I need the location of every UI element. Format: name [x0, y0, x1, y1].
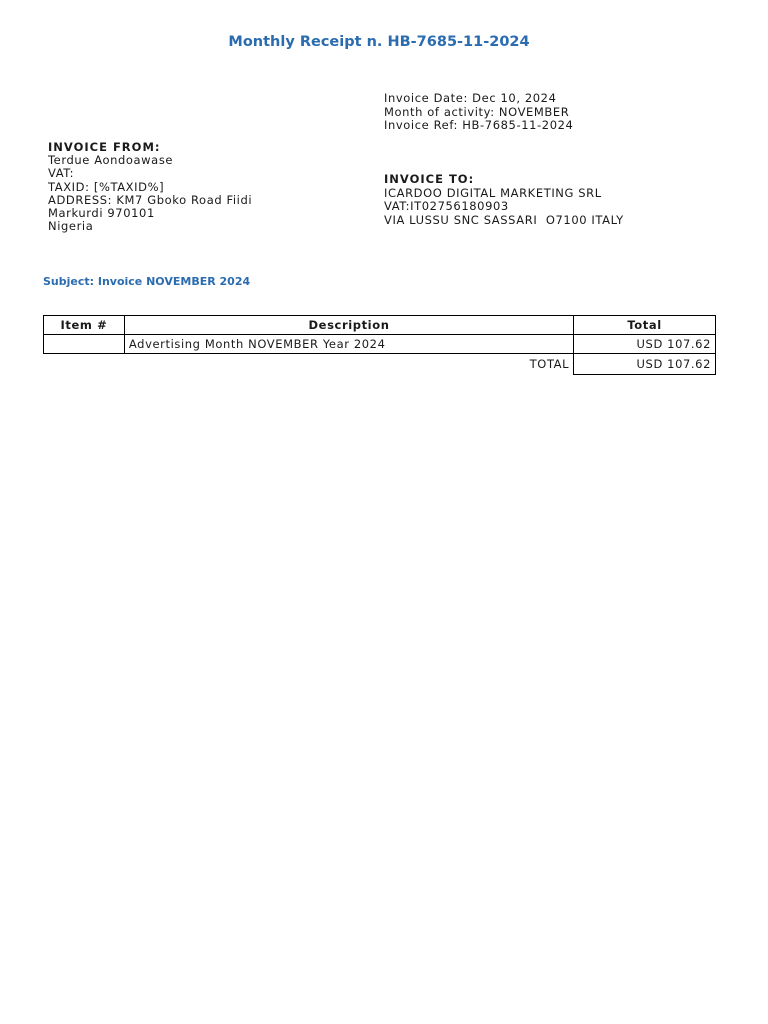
- item-number-cell: [44, 335, 125, 354]
- column-header-item: Item #: [44, 316, 125, 335]
- table-row: [44, 335, 716, 354]
- receipt-title: Monthly Receipt n. HB-7685-11-2024: [228, 34, 530, 50]
- sender-taxid: TAXID: [%TAXID%]: [48, 179, 165, 194]
- line-total-cell: USD 107.62: [574, 335, 716, 354]
- grand-total-row: [44, 354, 716, 375]
- invoice-from-block: [48, 141, 252, 233]
- activity-month: Month of activity: NOVEMBER: [384, 104, 570, 119]
- invoice-date: Invoice Date: Dec 10, 2024: [384, 91, 557, 105]
- invoice-subject: Subject: Invoice NOVEMBER 2024: [43, 275, 251, 288]
- invoice-ref: Invoice Ref: HB-7685-11-2024: [384, 118, 574, 132]
- column-header-description: Description: [124, 316, 573, 335]
- column-header-total: Total: [574, 316, 716, 335]
- empty-cell: [44, 354, 125, 375]
- recipient-address: VIA LUSSU SNC SASSARI O7100 ITALY: [384, 212, 624, 227]
- invoice-to-heading: INVOICE TO:: [384, 172, 475, 186]
- grand-total-value: USD 107.62: [574, 354, 716, 375]
- recipient-name: ICARDOO DIGITAL MARKETING SRL: [384, 185, 602, 200]
- invoice-meta: [384, 92, 573, 133]
- invoice-from-heading: INVOICE FROM:: [48, 140, 161, 154]
- sender-country: Nigeria: [48, 219, 94, 234]
- recipient-vat: VAT:IT02756180903: [384, 199, 509, 213]
- sender-name: Terdue Aondoawase: [48, 153, 174, 168]
- invoice-to-block: [384, 173, 624, 227]
- description-cell: Advertising Month NOVEMBER Year 2024: [124, 335, 573, 354]
- sender-address-line2: Markurdi 970101: [48, 206, 155, 221]
- table-header-row: [44, 316, 716, 335]
- sender-address-line1: ADDRESS: KM7 Gboko Road Fiidi: [48, 192, 253, 207]
- invoice-items-table: [43, 315, 716, 375]
- grand-total-label: TOTAL: [529, 357, 570, 372]
- sender-vat: VAT:: [48, 166, 75, 181]
